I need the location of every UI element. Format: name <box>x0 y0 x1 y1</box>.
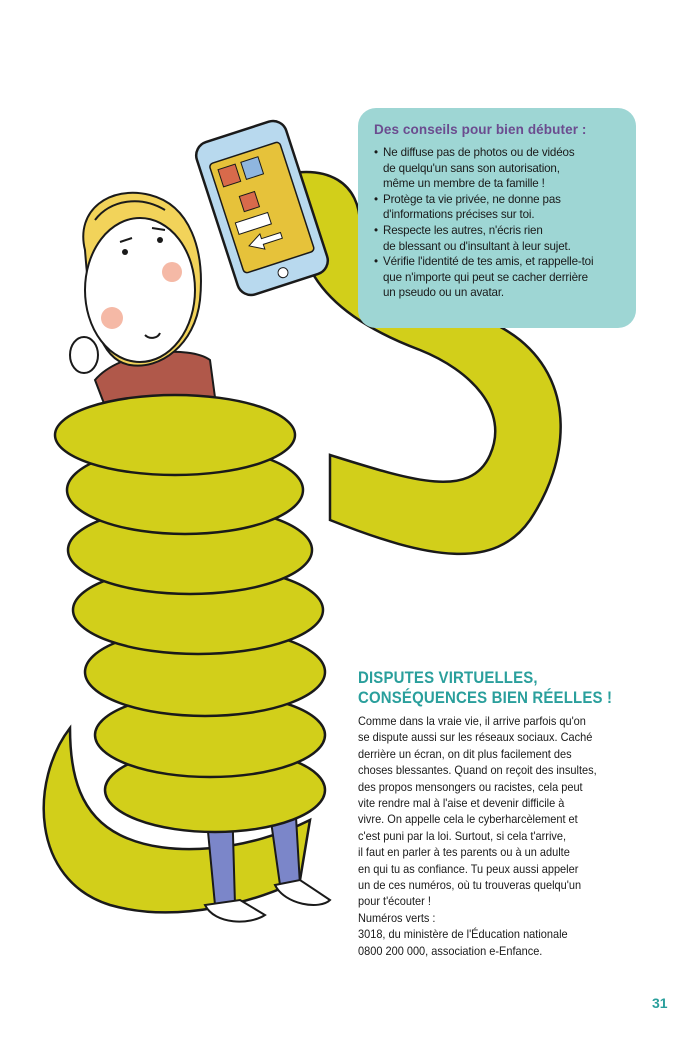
page-number: 31 <box>652 995 668 1011</box>
smartphone <box>193 117 332 298</box>
tip-item: • Protège ta vie privée, ne donne pas d'informations précises sur toi. <box>374 192 624 223</box>
tips-box <box>358 108 636 328</box>
child-head <box>70 193 201 373</box>
section-title: DISPUTES VIRTUELLES, CONSÉQUENCES BIEN RÉELLES ! <box>358 668 613 707</box>
snake-coils <box>67 446 325 832</box>
tips-title: Des conseils pour bien débuter : <box>374 122 587 137</box>
section-body: Comme dans la vraie vie, il arrive parfois qu'on se dispute aussi sur les réseaux sociaux. Caché derrière un écran, on dit plus facilement des choses blessantes. Quand on reçoit des insultes, des propos mensongers ou racistes, cela peut vite rendre mal à l'aise et devenir difficile à vivre. On appelle cela le cyberharcèlement et c'est puni par la loi. Surtout, si cela t'arrive, il faut en parler à tes parents ou à un adulte en qui tu as confiance. Tu peux aussi appeler un de ces numéros, où tu trouveras quelqu'un pour t'écouter ! Numéros verts : 3018, du ministère de l'Éducation nationale 0800 200 000, association e-Enfance. <box>358 714 597 958</box>
snake-top-coil <box>55 395 295 475</box>
tip-item: • Respecte les autres, n'écris rien de blessant ou d'insultant à leur sujet. <box>374 223 624 254</box>
tip-item: • Vérifie l'identité de tes amis, et rappelle-toi que n'importe qui peut se cacher derrière un pseudo ou un avatar. <box>374 254 624 301</box>
tips-list <box>374 145 624 301</box>
tip-item: • Ne diffuse pas de photos ou de vidéos de quelqu'un sans son autorisation, même un membre de ta famille ! <box>374 145 624 192</box>
